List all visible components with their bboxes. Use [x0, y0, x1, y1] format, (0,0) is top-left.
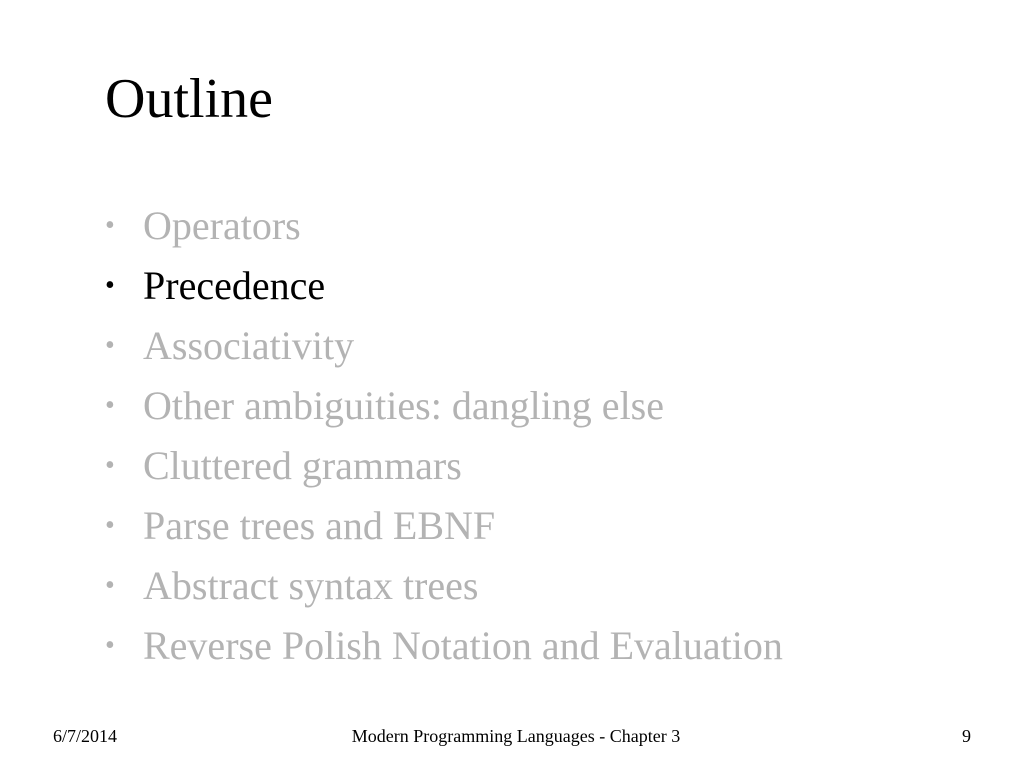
bullet-icon: •: [105, 390, 115, 421]
outline-item-label: Abstract syntax trees: [143, 563, 479, 608]
outline-item-label: Associativity: [143, 323, 355, 368]
outline-item-abstract-syntax-trees: [105, 556, 1005, 616]
bullet-icon: •: [105, 630, 115, 661]
bullet-icon: •: [105, 510, 115, 541]
bullet-icon: •: [105, 570, 115, 601]
page-number: 9: [962, 726, 971, 746]
outline-item-label: Cluttered grammars: [143, 443, 462, 488]
bullet-icon: •: [105, 210, 115, 241]
footer-date: 6/7/2014: [53, 726, 118, 746]
slide-title: Outline: [105, 68, 273, 130]
outline-item-associativity: [105, 316, 1005, 376]
outline-item-label: Parse trees and EBNF: [143, 503, 496, 548]
outline-item-parse-trees: [105, 496, 1005, 556]
outline-item-label: Other ambiguities: dangling else: [143, 383, 664, 428]
bullet-icon: •: [105, 330, 115, 361]
outline-list: [105, 196, 1005, 676]
outline-item-reverse-polish: [105, 616, 1005, 676]
footer-title: Modern Programming Languages - Chapter 3: [351, 726, 681, 746]
outline-item-operators: [105, 196, 1005, 256]
outline-item-label: Operators: [143, 203, 301, 248]
outline-item-precedence: [105, 256, 1005, 316]
outline-item-dangling-else: [105, 376, 1005, 436]
bullet-icon: •: [105, 270, 115, 301]
outline-item-cluttered-grammars: [105, 436, 1005, 496]
outline-item-label: Reverse Polish Notation and Evaluation: [143, 623, 783, 668]
bullet-icon: •: [105, 450, 115, 481]
outline-item-label: Precedence: [143, 263, 326, 308]
